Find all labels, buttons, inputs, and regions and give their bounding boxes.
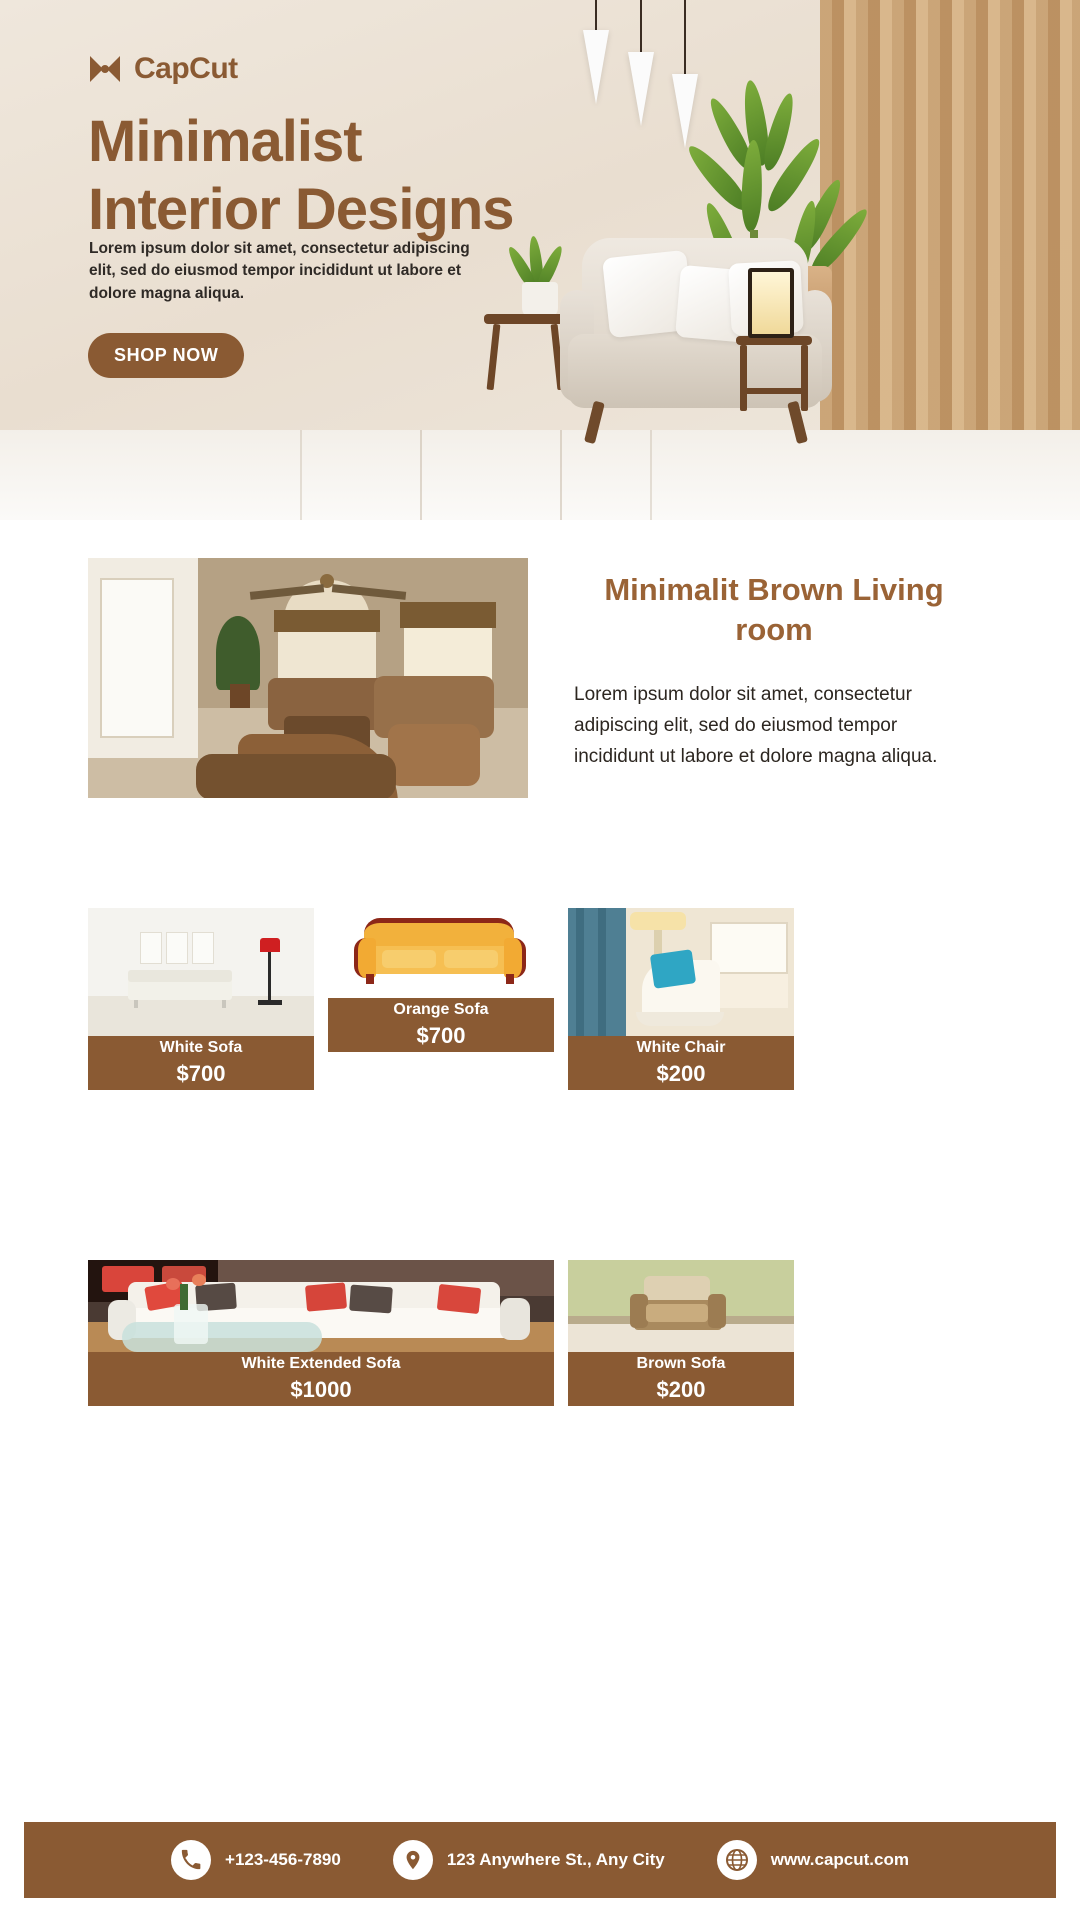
footer-address[interactable] — [393, 1840, 665, 1880]
footer-phone-text: +123-456-7890 — [225, 1850, 341, 1869]
capcut-logo-icon — [88, 54, 122, 84]
side-stool-left — [484, 314, 568, 392]
location-pin-icon — [393, 1840, 433, 1880]
product-price: $700 — [176, 1061, 226, 1086]
product-name: White Extended Sofa — [241, 1355, 401, 1372]
product-price: $200 — [656, 1061, 706, 1086]
product-caption-white-extended-sofa — [88, 1352, 554, 1406]
product-name: White Chair — [636, 1039, 726, 1056]
product-name: Orange Sofa — [393, 1001, 489, 1018]
feature-image — [88, 558, 528, 798]
feature-body: Lorem ipsum dolor sit amet, consectetur adipiscing elit, sed do eiusmod tempor incididunt ut labore et dolore magna aliqua. — [574, 684, 938, 767]
side-table-right — [736, 336, 812, 412]
product-caption-orange-sofa — [328, 998, 554, 1052]
product-name: White Sofa — [159, 1039, 243, 1056]
footer-phone[interactable] — [171, 1840, 341, 1880]
product-image-brown-sofa — [568, 1260, 794, 1352]
product-card-white-sofa[interactable] — [88, 908, 314, 1090]
phone-icon — [171, 1840, 211, 1880]
hero-subtitle: Lorem ipsum dolor sit amet, consectetur adipiscing elit, sed do eiusmod tempor incididunt ut labore et dolore magna aliqua. — [89, 240, 470, 302]
product-image-orange-sofa — [328, 908, 554, 998]
hero-title-line-2: Interior Designs — [88, 177, 514, 243]
hero-floor — [0, 430, 1080, 520]
product-card-white-chair[interactable] — [568, 908, 794, 1090]
footer-address-text: 123 Anywhere St., Any City — [446, 1850, 665, 1869]
globe-icon — [717, 1840, 757, 1880]
pendant-lamp-2 — [628, 0, 654, 180]
product-caption-white-sofa — [88, 1036, 314, 1090]
hero-title-line-1: Minimalist — [88, 109, 362, 174]
product-image-white-chair — [568, 908, 794, 1036]
product-price: $200 — [656, 1377, 706, 1402]
product-caption-white-chair — [568, 1036, 794, 1090]
feature-title: Minimalit Brown Living room — [604, 572, 944, 648]
page-title — [88, 108, 514, 245]
product-image-white-sofa — [88, 908, 314, 1036]
product-card-white-extended-sofa[interactable] — [88, 1260, 554, 1406]
footer-website-text: www.capcut.com — [770, 1850, 909, 1869]
pendant-lamp-1 — [583, 0, 609, 160]
feature-section — [0, 520, 1080, 910]
brand-logo — [88, 52, 238, 86]
product-card-brown-sofa[interactable] — [568, 1260, 794, 1406]
product-image-white-extended-sofa — [88, 1260, 554, 1352]
product-caption-brown-sofa — [568, 1352, 794, 1406]
footer-website[interactable] — [717, 1840, 909, 1880]
product-price: $700 — [416, 1023, 466, 1048]
product-card-orange-sofa[interactable] — [328, 908, 554, 1052]
product-price: $1000 — [290, 1377, 352, 1402]
shop-now-button[interactable]: SHOP NOW — [88, 333, 244, 378]
brand-name: CapCut — [134, 52, 238, 85]
hero-section — [0, 0, 1080, 520]
footer-contact-bar — [24, 1822, 1056, 1898]
product-name: Brown Sofa — [636, 1355, 726, 1372]
lantern-decor — [748, 268, 794, 338]
